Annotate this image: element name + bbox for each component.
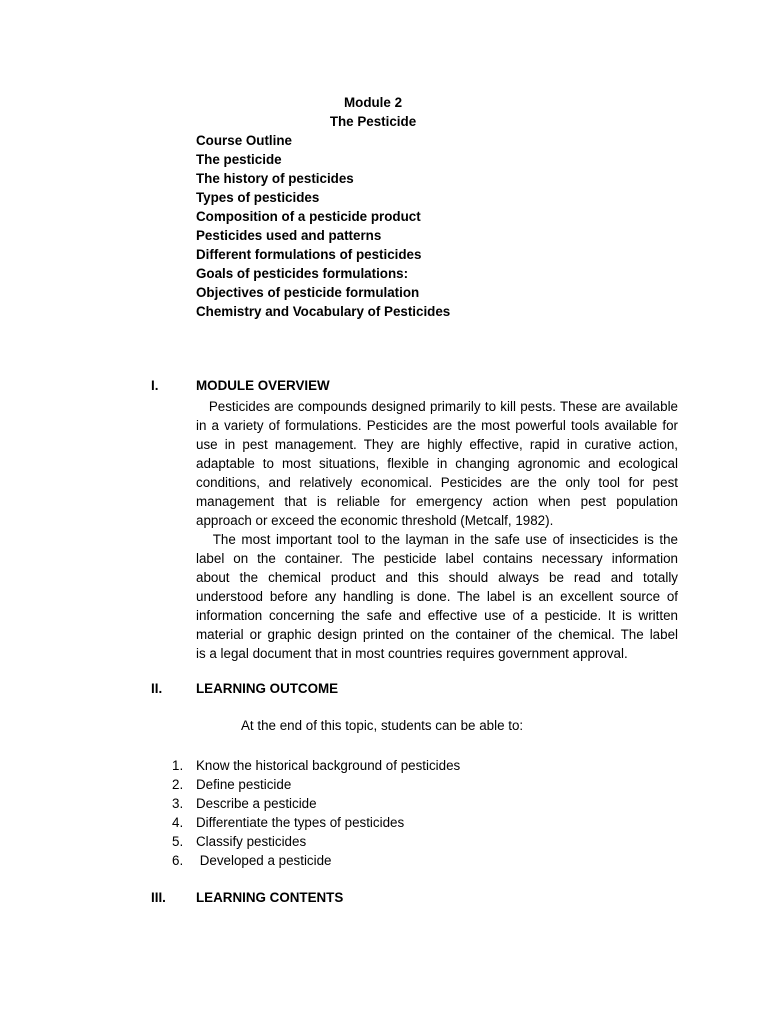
list-item	[172, 813, 460, 832]
list-text: Developed a pesticide	[196, 853, 332, 868]
module-number: Module 2	[343, 95, 403, 110]
outline-item: Composition of a pesticide product	[196, 209, 421, 224]
text-line: material or graphic design printed on the container of the chemical. The label	[196, 627, 678, 642]
list-item	[172, 775, 460, 794]
list-number: 3.	[172, 796, 184, 811]
list-text: Classify pesticides	[196, 834, 307, 849]
text-line: is a legal document that in most countries requires government approval.	[196, 646, 628, 661]
section-numeral: II.	[151, 681, 163, 696]
list-number: 2.	[172, 777, 184, 792]
text-line: Pesticides are compounds designed primarily to kill pests. These are available	[196, 399, 678, 414]
outline-item: Course Outline	[196, 133, 292, 148]
outcome-intro: At the end of this topic, students can be able to:	[241, 718, 524, 733]
text-line: label on the container. The pesticide label contains necessary information	[196, 551, 678, 566]
text-line: about the chemical product and this should always be read and totally	[196, 570, 678, 585]
outline-item: Objectives of pesticide formulation	[196, 285, 420, 300]
text-line: management that is reliable for emergency action when pest population	[196, 494, 678, 509]
outline-item: Types of pesticides	[196, 190, 320, 205]
list-item	[172, 756, 460, 775]
text-line: approach or exceed the economic threshold (Metcalf, 1982).	[196, 513, 554, 528]
overview-paragraphs	[196, 397, 678, 663]
outline-item: The history of pesticides	[196, 171, 354, 186]
list-text: Define pesticide	[196, 777, 292, 792]
title-block	[0, 93, 768, 131]
course-outline	[196, 131, 450, 321]
text-line: adaptable to most situations, flexible in changing agronomic and ecological	[196, 456, 678, 471]
text-line: use in pest management. They are highly effective, rapid in curative action,	[196, 437, 678, 452]
text-line: in a variety of formulations. Pesticides are the most powerful tools available for	[196, 418, 678, 433]
text-line: understood before any handling is done. The label is an excellent source of	[196, 589, 678, 604]
list-item	[172, 832, 460, 851]
outline-item: Chemistry and Vocabulary of Pesticides	[196, 304, 451, 319]
text-line: information concerning the safe and effective use of a pesticide. It is written	[196, 608, 678, 623]
outcome-list	[172, 756, 460, 870]
text-line: The most important tool to the layman in the safe use of insecticides is the	[196, 532, 678, 547]
outline-item: The pesticide	[196, 152, 282, 167]
list-number: 5.	[172, 834, 184, 849]
list-number: 6.	[172, 853, 184, 868]
section-numeral: III.	[151, 890, 166, 905]
section-heading-outcome: LEARNING OUTCOME	[196, 681, 339, 696]
text-line: conditions, and relatively economical. Pesticides are the only tool for pest	[196, 475, 678, 490]
section-heading-overview: MODULE OVERVIEW	[196, 378, 330, 393]
list-text: Differentiate the types of pesticides	[196, 815, 405, 830]
list-item	[172, 794, 460, 813]
list-text: Describe a pesticide	[196, 796, 317, 811]
module-title: The Pesticide	[329, 114, 417, 129]
list-item	[172, 851, 460, 870]
outline-item: Goals of pesticides formulations:	[196, 266, 409, 281]
list-number: 1.	[172, 758, 184, 773]
section-heading-contents: LEARNING CONTENTS	[196, 890, 344, 905]
list-number: 4.	[172, 815, 184, 830]
list-text: Know the historical background of pesticides	[196, 758, 461, 773]
outline-item: Different formulations of pesticides	[196, 247, 422, 262]
outline-item: Pesticides used and patterns	[196, 228, 382, 243]
section-numeral: I.	[151, 378, 159, 393]
